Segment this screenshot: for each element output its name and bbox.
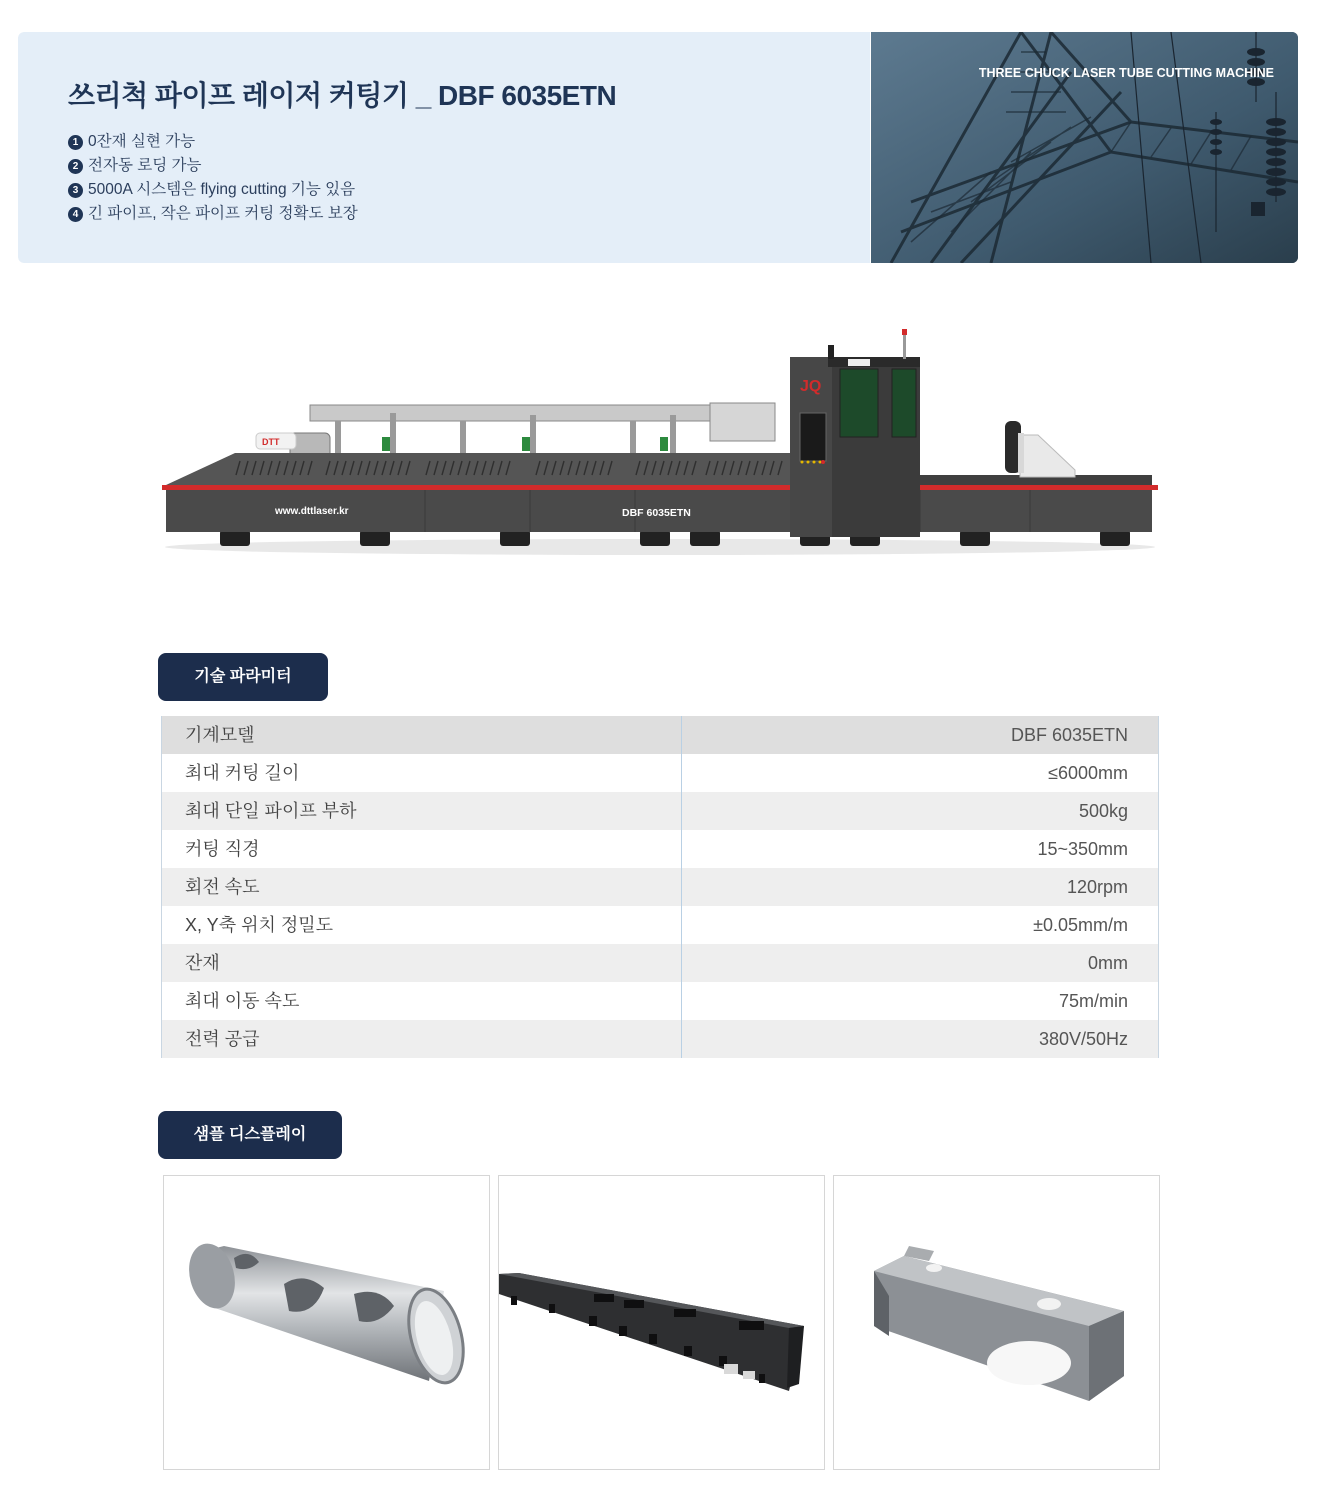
table-row: [162, 716, 1158, 754]
table-row: [162, 868, 1158, 906]
feature-text: 5000A 시스템은 flying cutting 기능 있음: [88, 181, 356, 198]
feature-item: [68, 178, 358, 202]
spec-value: ±0.05mm/m: [1033, 915, 1128, 935]
bent-sheet-sample-icon: [834, 1176, 1159, 1469]
banner-info-panel: [18, 32, 870, 263]
section-title-params: 기술 파라미터: [158, 653, 328, 701]
spec-label: 전력 공급: [162, 1020, 682, 1058]
sample-card: [833, 1175, 1160, 1470]
spec-label: 최대 커팅 길이: [162, 754, 682, 792]
table-row: [162, 754, 1158, 792]
table-row: [162, 982, 1158, 1020]
machine-image: [160, 325, 1160, 560]
page-title: 쓰리척 파이프 레이저 커팅기 _ DBF 6035ETN: [68, 80, 617, 111]
feature-list: [68, 130, 358, 226]
banner-caption: THREE CHUCK LASER TUBE CUTTING MACHINE: [978, 66, 1274, 80]
spec-value: 0mm: [1088, 953, 1128, 973]
spec-value: 380V/50Hz: [1038, 1029, 1128, 1049]
round-tube-sample-icon: [164, 1176, 489, 1469]
table-row: [162, 944, 1158, 982]
spec-value: 75m/min: [1058, 991, 1128, 1011]
spec-value: ≤6000mm: [1048, 763, 1128, 783]
spec-value: DBF 6035ETN: [1010, 725, 1128, 745]
header-banner: [18, 32, 1298, 263]
spec-table: [161, 716, 1159, 1058]
sample-card: [498, 1175, 825, 1470]
table-row: [162, 1020, 1158, 1058]
spec-label: 최대 이동 속도: [162, 982, 682, 1020]
feature-item: [68, 202, 358, 226]
feature-text: 긴 파이프, 작은 파이프 커팅 정확도 보장: [88, 205, 358, 222]
brand-mark: JQ: [800, 378, 822, 395]
sample-gallery: [163, 1175, 1158, 1470]
spec-label: 최대 단일 파이프 부하: [162, 792, 682, 830]
number-badge-icon: 2: [68, 159, 83, 174]
number-badge-icon: 4: [68, 207, 83, 222]
section-title-samples: 샘플 디스플레이: [158, 1111, 342, 1159]
table-row: [162, 906, 1158, 944]
banner-photo: [871, 32, 1298, 263]
spec-label: 커팅 직경: [162, 830, 682, 868]
number-badge-icon: 3: [68, 183, 83, 198]
spec-label: X, Y축 위치 정밀도: [162, 906, 682, 944]
feature-text: 전자동 로딩 가능: [88, 157, 202, 174]
square-tube-sample-icon: [499, 1176, 824, 1469]
spec-label: 잔재: [162, 944, 682, 982]
spec-value: 120rpm: [1066, 877, 1128, 897]
spec-label: 회전 속도: [162, 868, 682, 906]
sample-card: [163, 1175, 490, 1470]
feature-text: 0잔재 실현 가능: [88, 133, 196, 150]
spec-value: 500kg: [1078, 801, 1128, 821]
feature-item: [68, 130, 358, 154]
spec-label: 기계모델: [162, 716, 682, 754]
feature-item: [68, 154, 358, 178]
spec-value: 15~350mm: [1037, 839, 1128, 859]
machine-website: www.dttlaser.kr: [275, 506, 349, 517]
table-row: [162, 792, 1158, 830]
logo-text: DTT: [262, 437, 280, 447]
table-row: [162, 830, 1158, 868]
laser-tube-cutting-machine-icon: [160, 325, 1160, 560]
machine-model-label: DBF 6035ETN: [622, 507, 691, 519]
number-badge-icon: 1: [68, 135, 83, 150]
